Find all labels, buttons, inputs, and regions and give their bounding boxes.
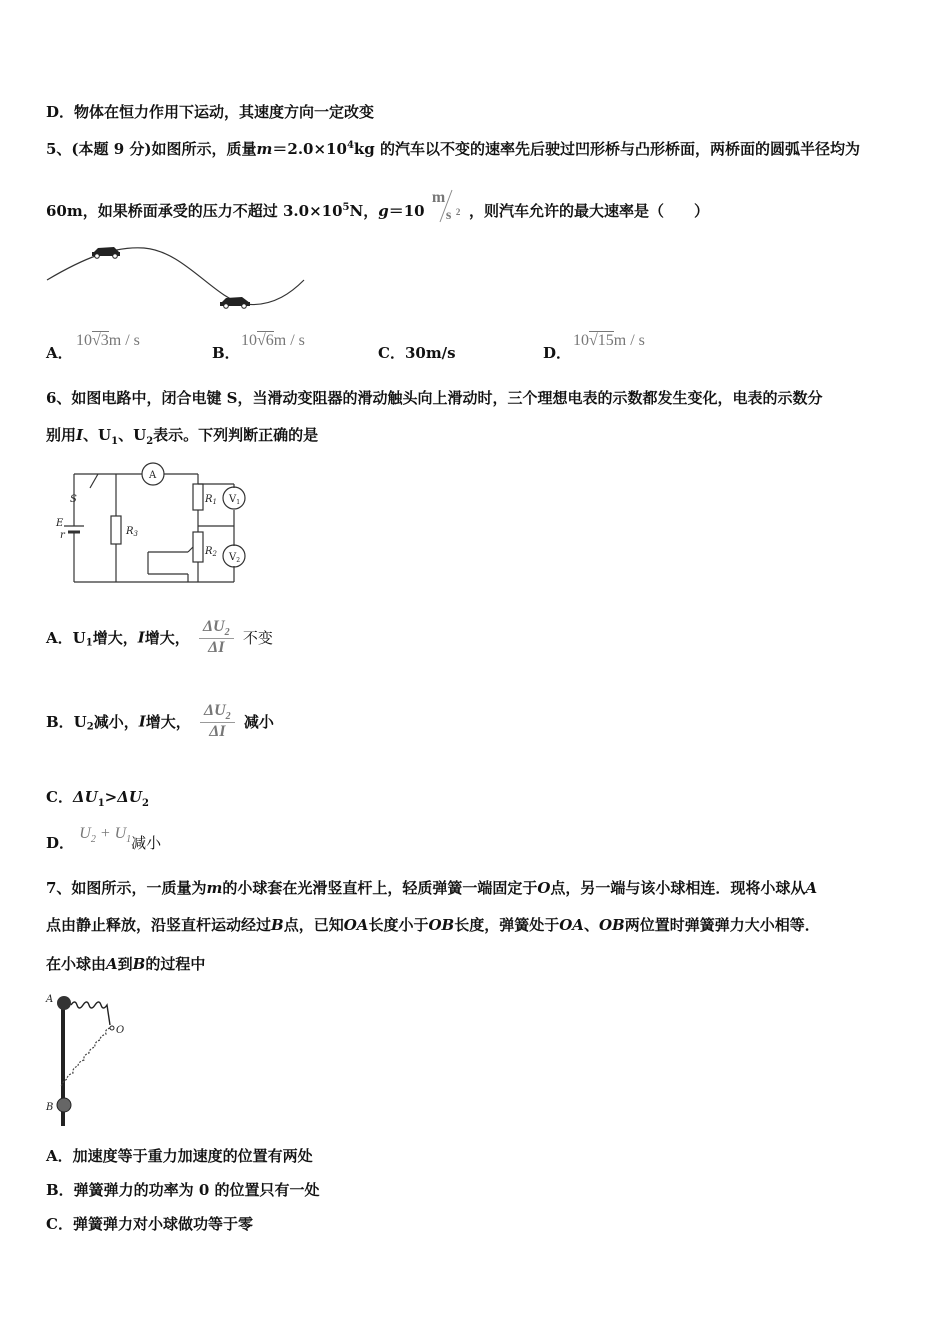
q5-b-radicand: 6 (265, 332, 274, 349)
q6-a-num: ΔU (203, 618, 225, 635)
q6-b-I: I (138, 712, 146, 731)
q6-b-sub: 2 (86, 721, 94, 733)
label-E: E (56, 518, 64, 529)
q7-m: m (206, 879, 223, 897)
svg-text:A (45, 994, 53, 1005)
q6-option-d (46, 825, 162, 855)
q6-t2: 表示。下列判断正确的是 (153, 426, 319, 444)
q5-option-a-label: A． (46, 344, 73, 362)
label-V1: V (229, 494, 237, 505)
label-R1-sub: 1 (212, 498, 217, 506)
q6-b-t1: 减小， (93, 713, 139, 732)
q5-option-a: 10√3m / s (76, 332, 140, 349)
q7-option-b: B．弹簧弹力的功率为 0 的位置只有一处 (46, 1181, 320, 1199)
label-R3: R (126, 526, 134, 537)
q7-O: O (537, 879, 551, 897)
q5-d-radicand: 15 (597, 332, 614, 349)
q5-option-c: C．30m/s (378, 344, 456, 362)
svg-text:V1 (228, 494, 240, 506)
q6-I: I (76, 426, 84, 444)
q6-c-sub1: 1 (97, 798, 105, 809)
q6-option-b (46, 702, 274, 741)
q6-b-label: B．U (46, 713, 87, 732)
q6-c-dU1: ΔU (72, 788, 98, 806)
q5-bridge-figure (44, 238, 314, 318)
q6-d-plus: + (95, 825, 115, 842)
label-A: A (149, 470, 157, 481)
q5-stem-line2 (46, 189, 710, 223)
q6-U1-sub: 1 (111, 436, 119, 447)
label-R2: R (205, 546, 213, 557)
q7-l2-OB: OB (428, 916, 455, 934)
q6-a-tail: 不变 (242, 629, 273, 648)
q7-l3-A: A (106, 955, 118, 973)
q5-mass-var: m (256, 140, 273, 158)
q7-A: A (805, 879, 818, 897)
q5-text: 5、(本题 9 分)如图所示，质量 (46, 140, 257, 158)
q5-unit-s: s (445, 208, 452, 223)
fig-label-B: B (46, 1102, 54, 1113)
q5-g-value: ＝10 (388, 202, 425, 220)
q7-l2-t1: 点由静止释放，沿竖直杆运动经过 (46, 916, 272, 934)
q7-stem-line3 (46, 954, 205, 974)
q7-l2-t2: 点，已知 (283, 916, 344, 934)
q5-radius-text: 60m，如果桥面承受的压力不超过 3.0×10 (46, 202, 343, 220)
q7-l2-B: B (271, 916, 284, 934)
label-R3-sub: 3 (133, 530, 138, 538)
label-S: S (70, 494, 77, 505)
q7-spring-figure (44, 990, 144, 1130)
q7-l2-OB2: OB (598, 916, 625, 934)
q5-unit-exp: 2 (455, 207, 461, 217)
ball-at-B (57, 1098, 71, 1112)
q6-b-fraction (200, 702, 235, 741)
q6-b-den: ΔI (209, 723, 226, 741)
q6-b-tail: 减小 (243, 713, 274, 732)
q7-l3-t2: 到 (117, 955, 133, 973)
q7-l2-t4: 长度，弹簧处于 (454, 916, 560, 934)
q6-option-a (46, 618, 273, 657)
q5-unit-m: m (431, 189, 446, 206)
q5-stem-line1 (46, 136, 860, 159)
q6-circuit-diagram (52, 460, 262, 590)
label-V1-sub: 1 (236, 499, 241, 506)
q7-l2-t3: 长度小于 (368, 916, 429, 934)
svg-text:R1 (204, 494, 217, 506)
q5-d-unit: m / s (613, 332, 645, 349)
q6-d-U1: U (114, 825, 127, 842)
label-R2-sub: 2 (212, 550, 217, 558)
q5-text-rest: kg 的汽车以不变的速率先后驶过凹形桥与凸形桥面，两桥面的圆弧半径均为 (353, 140, 861, 158)
ball-at-A (57, 996, 71, 1010)
q7-stem-line1 (46, 878, 817, 898)
q7-option-a: A．加速度等于重力加速度的位置有两处 (46, 1147, 313, 1165)
q5-b-unit: m / s (273, 332, 305, 349)
q5-option-d: 10√15m / s (573, 332, 645, 349)
svg-text:O (116, 1025, 124, 1036)
q6-U1: 、U (83, 426, 112, 444)
q6-a-I: I (137, 628, 145, 647)
q6-d-U2-sub: 2 (90, 834, 96, 846)
q4-option-d: D．物体在恒力作用下运动，其速度方向一定改变 (46, 103, 375, 121)
label-V2: V (229, 552, 237, 563)
q5-g-unit (430, 189, 464, 223)
car-top (92, 247, 120, 258)
svg-text:V2 (228, 552, 240, 564)
q6-c-dU2: ΔU (117, 788, 142, 806)
q5-a-unit: m / s (108, 332, 140, 349)
q6-stem-line1: 6、如图电路中，闭合电键 S，当滑动变阻器的滑动触头向上滑动时，三个理想电表的示数都发生变化，电表的示数分 (46, 389, 823, 407)
spring-OB (61, 1028, 110, 1087)
q5-d-coef: 10 (573, 332, 589, 349)
q6-a-sub: 1 (85, 637, 93, 649)
q5-g-var: g (378, 202, 389, 220)
q7-option-c: C．弹簧弹力对小球做功等于零 (46, 1215, 253, 1233)
q6-a-t2: 增大， (144, 629, 190, 648)
q6-b-num: ΔU (204, 702, 226, 719)
label-V2-sub: 2 (236, 557, 241, 564)
svg-text:B (45, 1102, 53, 1113)
q6-b-t2: 增大， (145, 713, 191, 732)
q6-d-tail: 减小 (131, 834, 162, 852)
q6-U2: 、U (118, 426, 147, 444)
q7-t1: 7、如图所示，一质量为 (46, 879, 207, 897)
q6-stem-line2 (46, 425, 318, 452)
q6-d-U2: U (79, 825, 91, 842)
q6-U2-sub: 2 (146, 436, 154, 447)
svg-text:R3 (125, 526, 139, 538)
q5-option-b-label: B． (212, 344, 240, 362)
q5-question: ，则汽车允许的最大速率是（ ） (469, 202, 710, 220)
q5-force-exp: 5 (342, 202, 350, 213)
q7-l2-OA: OA (343, 916, 369, 934)
q6-a-den: ΔI (208, 639, 225, 657)
q7-stem-line2 (46, 915, 820, 935)
fig-label-A: A (46, 994, 54, 1005)
q7-l3-B: B (132, 955, 146, 973)
car-bottom (220, 297, 250, 308)
svg-text:S (70, 494, 77, 505)
q5-b-coef: 10 (241, 332, 257, 349)
pivot-O (110, 1026, 114, 1030)
q5-mass-exp: 4 (346, 140, 354, 151)
q7-l2-sep: 、 (583, 916, 599, 934)
q6-d-expr (79, 825, 132, 846)
q5-a-radicand: 3 (100, 332, 109, 349)
q6-d-U1-sub: 1 (126, 834, 132, 846)
q6-b-num-sub: 2 (225, 711, 231, 723)
q7-l3-t3: 的过程中 (145, 955, 206, 973)
svg-text:E (55, 518, 64, 529)
q5-a-coef: 10 (76, 332, 92, 349)
q5-mass: ＝2.0×10 (272, 140, 347, 158)
q6-d-label: D． (46, 834, 75, 852)
q7-l2-t5: 两位置时弹簧弹力大小相等． (624, 916, 820, 934)
fig-label-O: O (116, 1025, 125, 1036)
q6-c-gt: > (104, 788, 118, 806)
svg-text:R2 (204, 546, 218, 558)
bridge-curve (47, 248, 304, 305)
q5-option-b: 10√6m / s (241, 332, 305, 349)
svg-text:r (60, 530, 66, 541)
q5-force-unit: N， (349, 202, 379, 220)
q6-c-label: C． (46, 788, 73, 806)
q6-a-fraction (199, 618, 234, 657)
q6-c-sub2: 2 (141, 798, 149, 809)
label-R1: R (205, 494, 213, 505)
q5-option-d-label: D． (543, 344, 572, 362)
q6-a-label: A．U (46, 629, 86, 648)
spring-OA (71, 1002, 110, 1025)
q7-l2-OA2: OA (559, 916, 584, 934)
svg-text:A (148, 470, 157, 481)
q7-t3: 点，另一端与该小球相连．现将小球从 (550, 879, 806, 897)
q6-a-num-sub: 2 (224, 627, 230, 639)
q6-option-c (46, 786, 149, 809)
q6-t1: 别用 (46, 426, 77, 444)
q7-t2: 的小球套在光滑竖直杆上，轻质弹簧一端固定于 (222, 879, 538, 897)
q7-l3-t1: 在小球由 (46, 955, 107, 973)
label-r: r (60, 530, 65, 541)
q6-a-t1: 增大， (92, 629, 138, 648)
